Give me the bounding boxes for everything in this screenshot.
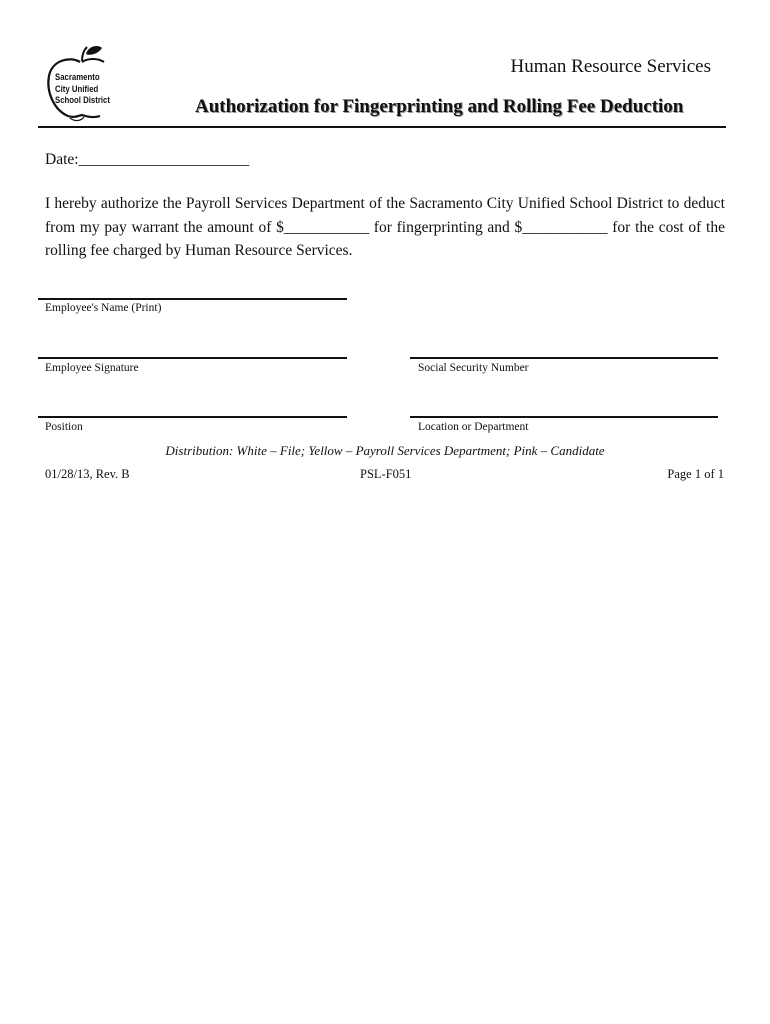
logo-text: [55, 72, 110, 107]
logo-line: Sacramento: [55, 72, 100, 83]
revision-date: 01/28/13, Rev. B: [45, 467, 130, 481]
distribution-note: Distribution: White – File; Yellow – Payroll Services Department; Pink – Candidate: [165, 443, 605, 458]
form-code: PSL-F051: [360, 467, 412, 481]
logo-line: School District: [55, 95, 110, 106]
position-label: Position: [45, 421, 83, 433]
location-label: Location or Department: [418, 421, 529, 433]
position-line[interactable]: [38, 416, 347, 418]
title-divider: [38, 126, 726, 128]
location-line[interactable]: [410, 416, 718, 418]
ssn-line[interactable]: [410, 357, 718, 359]
date-field[interactable]: Date:______________________: [45, 151, 250, 168]
district-logo: [40, 44, 140, 124]
page-number: Page 1 of 1: [667, 467, 724, 481]
employee-signature-line[interactable]: [38, 357, 347, 359]
form-title: Authorization for Fingerprinting and Rolling Fee Deduction: [195, 96, 684, 117]
employee-name-line[interactable]: [38, 298, 347, 300]
ssn-label: Social Security Number: [418, 362, 529, 374]
logo-line: City Unified: [55, 83, 99, 95]
department-name: Human Resource Services: [510, 56, 711, 77]
employee-signature-label: Employee Signature: [45, 362, 139, 374]
employee-name-label: Employee's Name (Print): [45, 302, 162, 314]
authorization-paragraph: I hereby authorize the Payroll Services Department of the Sacramento City Unified School District to deduct from my pay warrant the amount of $___________ for fingerprinting and $___________ for the cost of the rolling fee charged by Human Resource Services.: [45, 195, 725, 259]
